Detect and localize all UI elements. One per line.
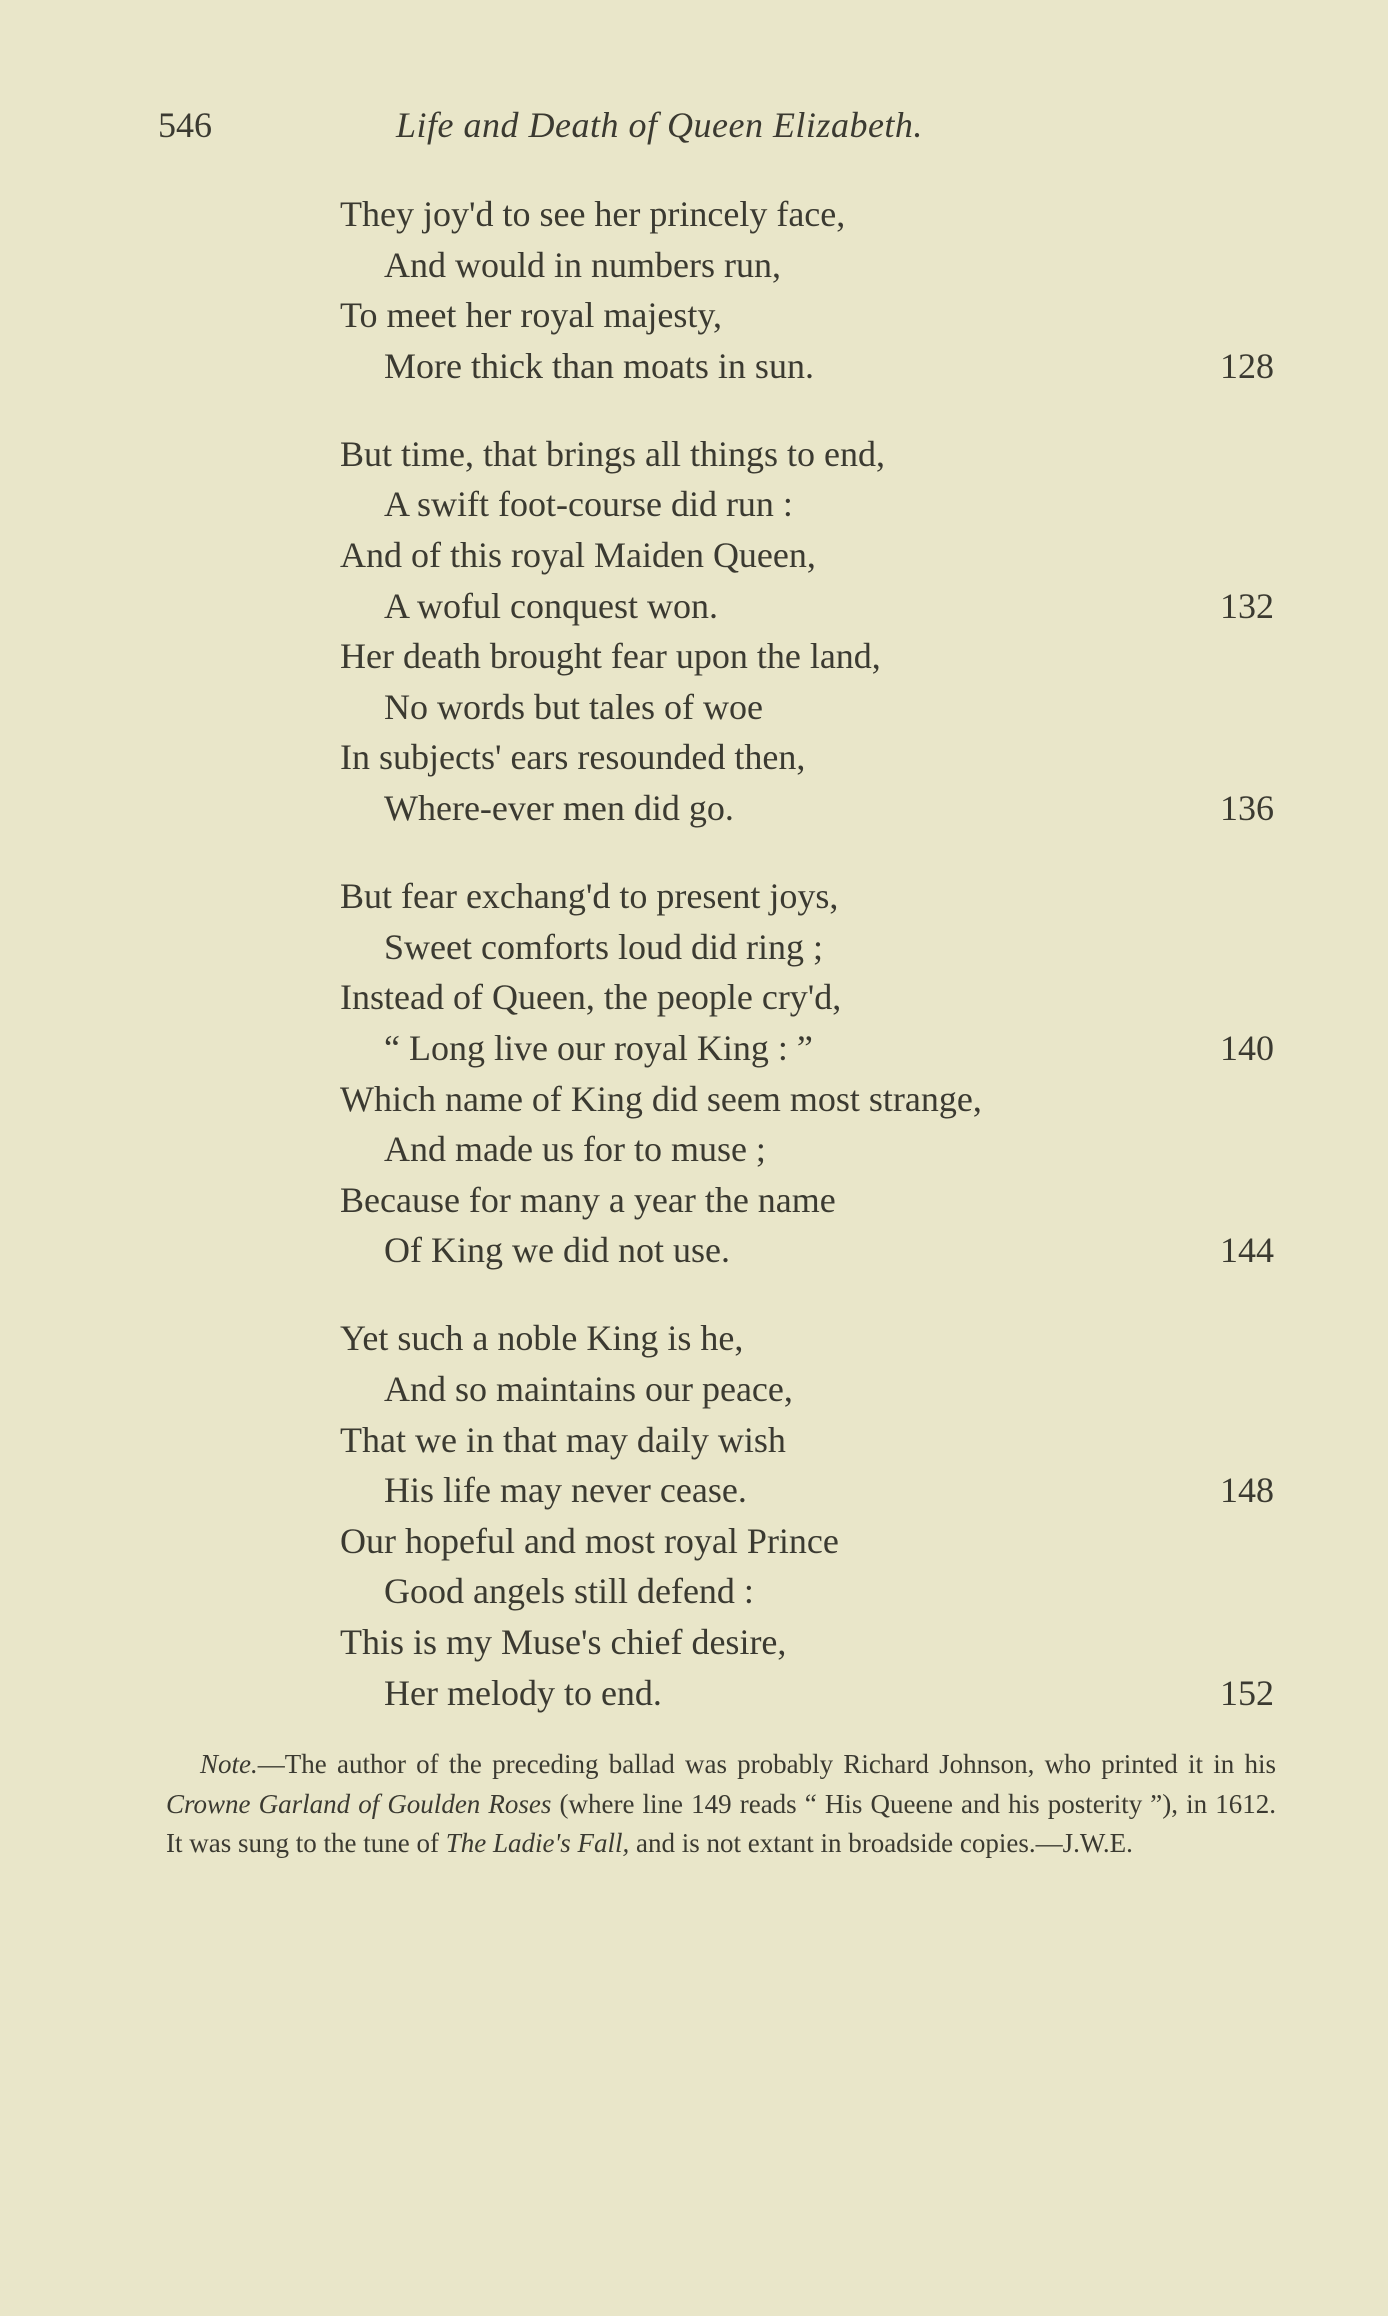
line-number: 148 [1220,1470,1274,1511]
line-number: 144 [1220,1230,1274,1271]
verse-text: Her melody to end. [384,1672,662,1713]
verse-text: Her death brought fear upon the land, [340,636,881,677]
verse-text: Of King we did not use. [384,1230,730,1271]
verse-text: Sweet comforts loud did ring ; [384,926,823,967]
verse-line [340,1617,1274,1668]
stanza [340,1313,1274,1718]
verse-text: A swift foot-course did run : [384,484,793,525]
verse-line [340,631,1274,682]
verse-line [340,1566,1274,1617]
line-number: 132 [1220,585,1274,626]
note-text-3: and is not extant in broadside copies.—J.W.E. [629,1828,1133,1859]
note-label: Note. [200,1749,258,1779]
verse-text: Because for many a year the name [340,1179,836,1220]
verse-text: No words but tales of woe [384,686,763,727]
verse-text: And made us for to muse ; [384,1129,766,1170]
note-text-2: (where line 149 reads “ His Queene and his posterity ”), in 1612. It was sung to the tune of [166,1788,1276,1859]
book-title: Crowne Garland of Goulden Roses [166,1788,552,1819]
verse-text: “ Long live our royal King : ” [384,1027,813,1068]
stanza [340,871,1274,1276]
note-text-1: —The author of the preceding ballad was probably Richard Johnson, who printed it in his [257,1749,1276,1779]
verse-line [340,1074,1274,1125]
verse-text: Our hopeful and most royal Prince [340,1520,839,1561]
verse-text: Yet such a noble King is he, [340,1318,744,1359]
verse-text: This is my Muse's chief desire, [340,1621,787,1662]
verse-line [340,783,1274,834]
line-number: 152 [1220,1672,1274,1713]
verse-line [340,1225,1274,1276]
verse-line [340,1668,1274,1719]
verse-line [340,530,1274,581]
stanza [340,189,1274,391]
verse-line [340,1364,1274,1415]
verse-line [340,189,1274,240]
verse-line [340,732,1274,783]
verse-line [340,240,1274,291]
tune-title: The Ladie's Fall, [445,1828,630,1859]
editorial-note [166,1745,1276,1864]
verse-line [340,1516,1274,1567]
verse-line [340,922,1274,973]
verse-line [340,581,1274,632]
verse-text: Instead of Queen, the people cry'd, [340,977,842,1018]
verse-line [340,871,1274,922]
verse-line [340,1465,1274,1516]
verse-line [340,290,1274,341]
verse-text: Where-ever men did go. [384,788,734,829]
verse-text: Which name of King did seem most strange, [340,1078,982,1119]
verse-line [340,429,1274,480]
page-number: 546 [158,105,212,145]
verse-line [340,1415,1274,1466]
verse-line [340,479,1274,530]
verse-text: That we in that may daily wish [340,1419,786,1460]
verse-text: But time, that brings all things to end, [340,433,885,474]
verse-text: His life may never cease. [384,1470,747,1511]
line-number: 136 [1220,788,1274,829]
line-number: 128 [1220,345,1274,386]
line-number: 140 [1220,1027,1274,1068]
verse-line [340,682,1274,733]
verse-text: And would in numbers run, [384,244,781,285]
verse-line [340,1313,1274,1364]
verse-text: And so maintains our peace, [384,1368,793,1409]
ballad-text [340,189,1274,1756]
verse-text: And of this royal Maiden Queen, [340,535,816,576]
verse-line [340,1124,1274,1175]
verse-text: To meet her royal majesty, [340,295,723,336]
verse-line [340,341,1274,392]
verse-text: They joy'd to see her princely face, [340,194,846,234]
stanza [340,429,1274,834]
running-title: Life and Death of Queen Elizabeth. [396,105,923,145]
verse-text: A woful conquest won. [384,585,718,626]
verse-text: More thick than moats in sun. [384,345,814,386]
running-header [158,104,1278,148]
verse-text: Good angels still defend : [384,1571,754,1612]
verse-text: But fear exchang'd to present joys, [340,876,839,917]
verse-line [340,972,1274,1023]
verse-line [340,1175,1274,1226]
verse-line [340,1023,1274,1074]
verse-text: In subjects' ears resounded then, [340,737,806,778]
